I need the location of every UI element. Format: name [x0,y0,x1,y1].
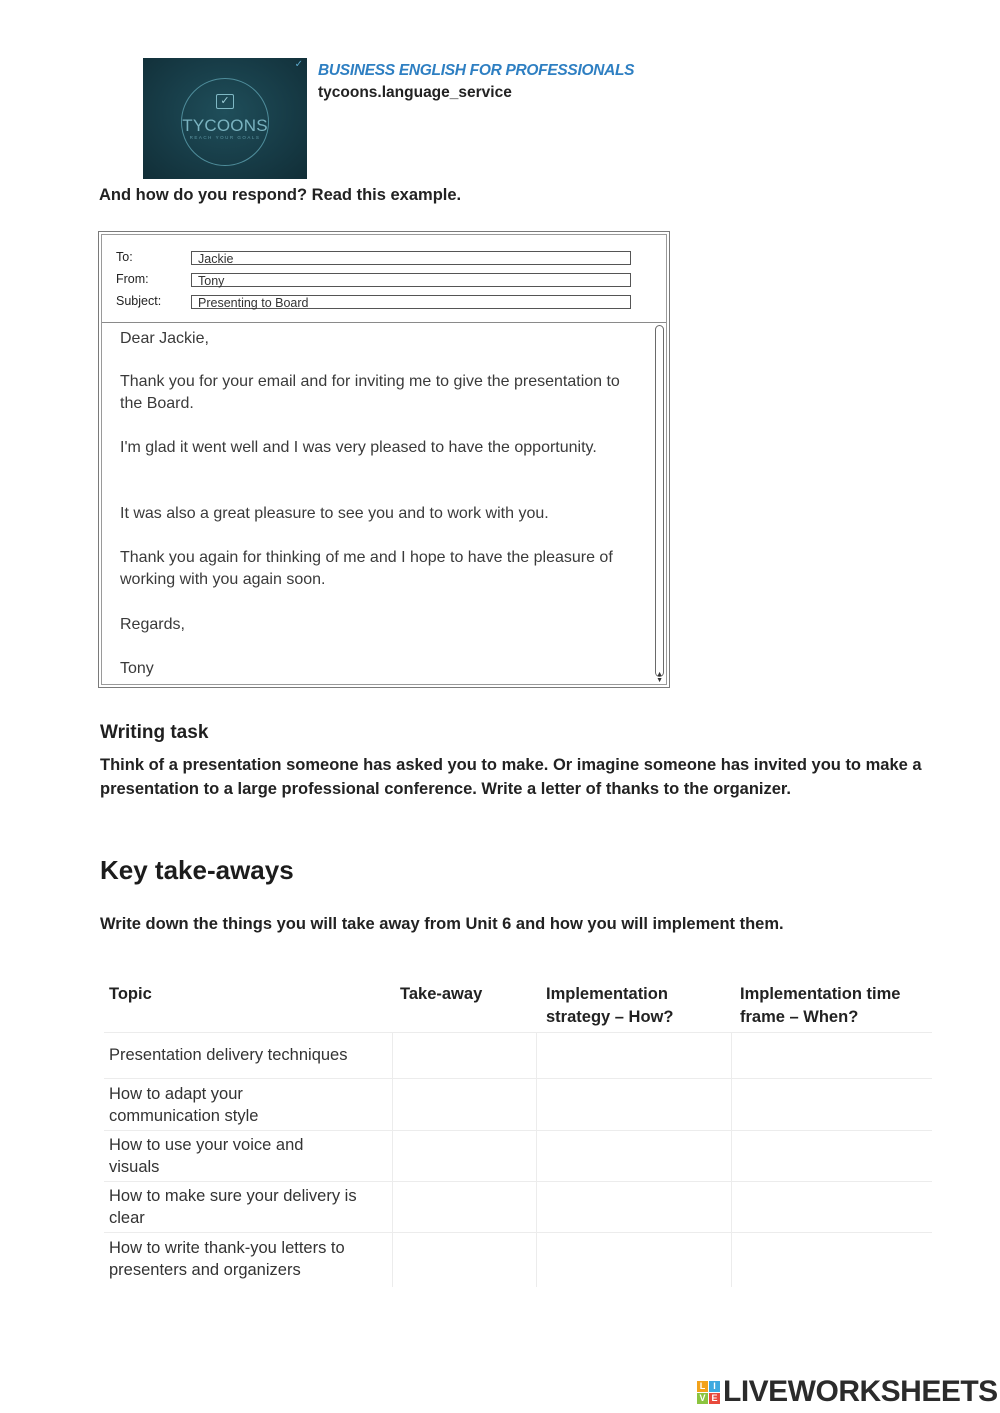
tycoons-logo [143,58,307,179]
table-row-divider [104,1078,932,1079]
table-column-divider [536,1032,537,1287]
logo-text: TYCOONS [182,116,268,135]
scrollbar[interactable] [655,325,664,677]
to-label: To: [116,250,133,264]
logo-cell: I [709,1381,720,1392]
email-signature: Tony [120,660,154,677]
header-divider [102,322,666,323]
email-greeting: Dear Jackie, [120,330,209,347]
brand-handle: tycoons.language_service [318,84,512,101]
email-paragraph: It was also a great pleasure to see you and to work with you. [120,505,549,522]
logo-cell: E [709,1393,720,1404]
column-header-takeaway: Take-away [400,985,483,1003]
column-header-strategy: Implementation strategy – How? [546,985,674,1026]
subject-row [116,294,309,310]
writing-task-heading: Writing task [100,722,209,743]
email-paragraph: I'm glad it went well and I was very pleased to have the opportunity. [120,439,597,456]
subject-label: Subject: [116,294,162,308]
brand-title: BUSINESS ENGLISH FOR PROFESSIONALS [318,62,635,79]
email-closing: Regards, [120,616,185,633]
subject-field[interactable]: Presenting to Board [191,295,631,309]
column-header-topic: Topic [109,985,152,1003]
table-row-topic: How to make sure your delivery is clear [109,1187,357,1227]
from-label: From: [116,272,149,286]
table-row-topic: How to write thank-you letters to presenters and organizers [109,1239,345,1279]
email-paragraph: Thank you for your email and for inviting me to give the presentation to the Board. [120,373,620,412]
table-column-divider [731,1032,732,1287]
liveworksheets-logo-icon [697,1381,721,1405]
table-row-topic: How to adapt your communication style [109,1085,259,1125]
briefcase-check-icon: ✓ [216,94,234,109]
table-row-topic: How to use your voice and visuals [109,1136,304,1176]
logo-tagline: REACH YOUR GOALS [189,135,261,140]
scroll-arrows-icon[interactable]: ▲ ▼ [656,671,663,684]
to-field[interactable]: Jackie [191,251,631,265]
table-row-topic: Presentation delivery techniques [109,1046,348,1064]
logo-cell: L [697,1381,708,1392]
table-row-divider [104,1181,932,1182]
column-header-timeframe: Implementation time frame – When? [740,985,901,1026]
table-row-divider [104,1232,932,1233]
key-takeaways-heading: Key take-aways [100,855,294,885]
table-row-divider [104,1032,932,1033]
logo-cell: V [697,1393,708,1404]
liveworksheets-brand: LIVEWORKSHEETS [723,1375,998,1408]
key-takeaways-instruction: Write down the things you will take away from Unit 6 and how you will implement them. [100,915,784,933]
from-field[interactable]: Tony [191,273,631,287]
email-paragraph: Thank you again for thinking of me and I hope to have the pleasure of working with you again soon. [120,549,613,588]
to-row [116,250,234,266]
checkmark-icon: ✓ [294,59,303,70]
table-row-divider [104,1130,932,1131]
intro-text: And how do you respond? Read this example. [99,186,462,204]
writing-task-body: Think of a presentation someone has asked you to make. Or imagine someone has invited you to make a presentation to a large professional conference. Write a letter of thanks to the organizer. [100,756,922,798]
from-row [116,272,225,288]
email-window [98,231,670,688]
email-frame [101,234,667,685]
